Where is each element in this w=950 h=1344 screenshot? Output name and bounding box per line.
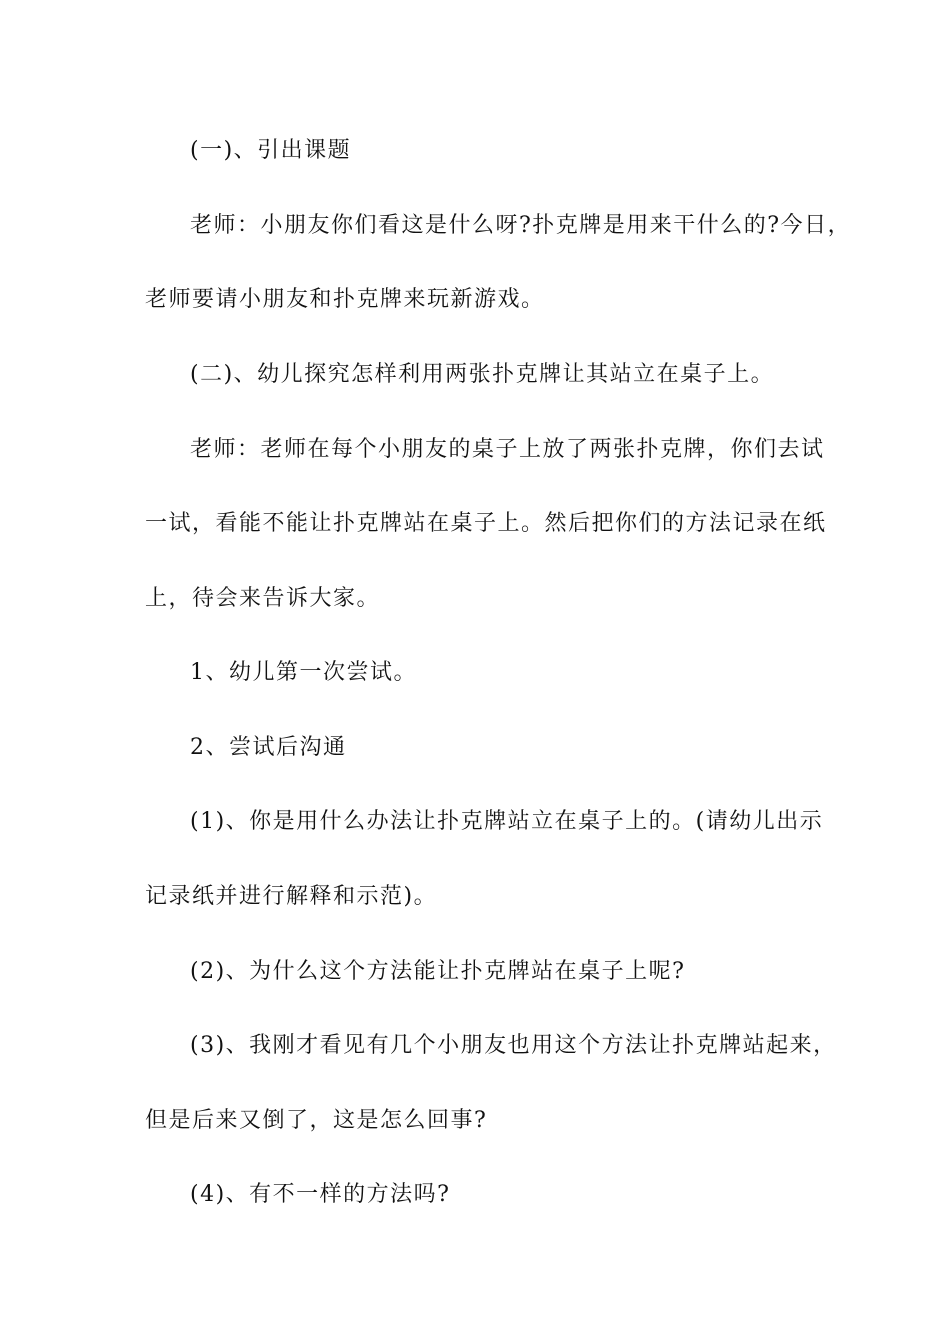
question-line: (3)、我刚才看见有几个小朋友也用这个方法让扑克牌站起来， (190, 1033, 837, 1058)
section-heading-1: (一)、引出课题 (190, 138, 352, 163)
section-heading-2: (二)、幼儿探究怎样利用两张扑克牌让其站立在桌子上。 (190, 362, 775, 387)
question-line: (2)、为什么这个方法能让扑克牌站在桌子上呢? (190, 959, 686, 984)
paragraph-line: 上，待会来告诉大家。 (145, 586, 381, 611)
paragraph-line: 一试，看能不能让扑克牌站在桌子上。然后把你们的方法记录在纸 (145, 511, 827, 536)
question-line: (4)、有不一样的方法吗? (190, 1182, 451, 1207)
list-item: 1、幼儿第一次尝试。 (190, 660, 417, 685)
list-item: 2、尝试后沟通 (190, 735, 347, 760)
question-line: 但是后来又倒了，这是怎么回事? (145, 1108, 488, 1133)
question-line: 记录纸并进行解释和示范)。 (145, 884, 438, 909)
question-line: (1)、你是用什么办法让扑克牌站立在桌子上的。(请幼儿出示 (190, 809, 824, 834)
paragraph-line: 老师要请小朋友和扑克牌来玩新游戏。 (145, 287, 545, 312)
paragraph-line: 老师：老师在每个小朋友的桌子上放了两张扑克牌，你们去试 (190, 437, 825, 462)
paragraph-line: 老师：小朋友你们看这是什么呀?扑克牌是用来干什么的?今日， (190, 213, 852, 238)
